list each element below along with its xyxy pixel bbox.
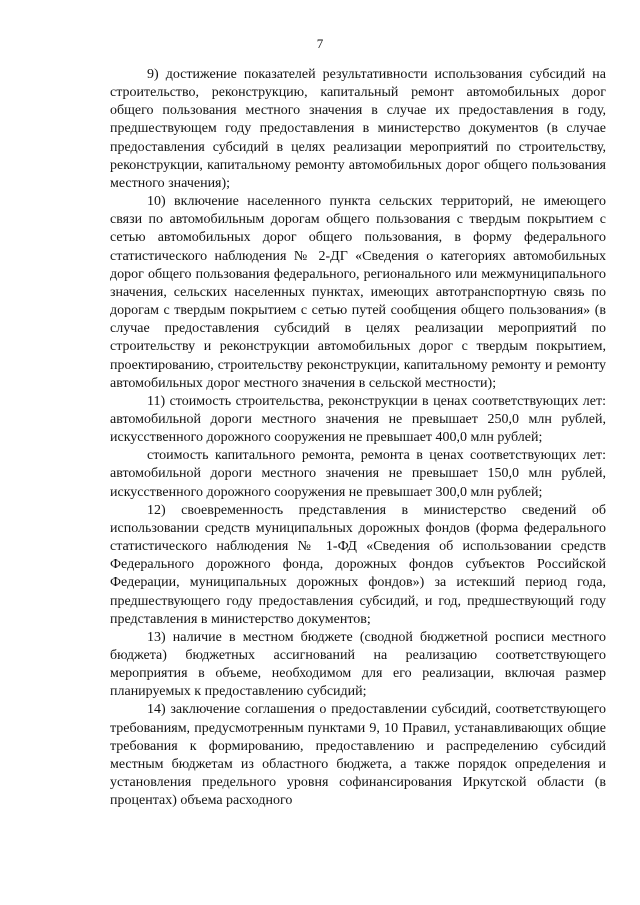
paragraph-item-14: 14) заключение соглашения о предоставлении субсидий, соответствующего требованиям, предусмотренным пунктами 9, 10 Правил, устанавливающих общие требования к формированию, предоставлению и распределению субсидий местным бюджетам из областного бюджета, а также порядок определения и установления предельного уровня софинансирования Иркутской области (в процентах) объема расходного — [110, 702, 606, 809]
page-number: 7 — [316, 36, 324, 51]
paragraph-item-11: 11) стоимость строительства, реконструкции в ценах соответствующих лет: автомобильной дороги местного значения не превышает 250,0 млн рублей, искусственного дорожного сооружения не превышает 400,0 млн рублей; — [110, 393, 606, 446]
paragraph-item-12: 12) своевременность представления в министерство сведений об использовании средств муниципальных дорожных фондов (форма федерального статистического наблюдения № 1-ФД «Сведения об использовании средств Федерального дорожного фонда, дорожных фондов субъектов Российской Федерации, муниципальных дорожных фондов») за истекший период года, предшествующего году предоставления субсидий, и год, предшествующий году представления в министерство документов; — [110, 502, 606, 627]
document-body — [110, 66, 606, 810]
paragraph-item-9: 9) достижение показателей результативности использования субсидий на строительство, реконструкцию, капитальный ремонт автомобильных дорог общего пользования местного значения в случае их предоставления в году, предшествующем году предоставления в министерство документов (в случае предоставления субсидий в целях реализации мероприятий по строительству, реконструкции, капитальному ремонту автомобильных дорог общего пользования местного значения); — [110, 67, 606, 191]
paragraph-item-13: 13) наличие в местном бюджете (сводной бюджетной росписи местного бюджета) бюджетных ассигнований на реализацию соответствующего мероприятия в объеме, необходимом для его реализации, включая размер планируемых к предоставлению субсидий; — [110, 629, 606, 700]
paragraph-item-10: 10) включение населенного пункта сельских территорий, не имеющего связи по автомобильным дорогам общего пользования с твердым покрытием с сетью автомобильных дорог общего пользования, в форму федерального статистического наблюдения № 2-ДГ «Сведения о категориях автомобильных дорог общего пользования федерального, регионального или межмуниципального значения, сельских населенных пунктах, имеющих автотранспортную связь по дорогам с твердым покрытием с сетью путей сообщения общего пользования» (в случае предоставления субсидий в целях реализации мероприятий по строительству и реконструкции автомобильных дорог с твердым покрытием, проектированию, строительству реконструкции, капитальному ремонту и ремонту автомобильных дорог местного значения в сельской местности); — [110, 194, 606, 391]
paragraph-item-11-repair-cost: стоимость капитального ремонта, ремонта в ценах соответствующих лет: автомобильной дороги местного значения не превышает 150,0 млн рублей, искусственного дорожного сооружения не превышает 300,0 млн рублей; — [110, 448, 606, 500]
